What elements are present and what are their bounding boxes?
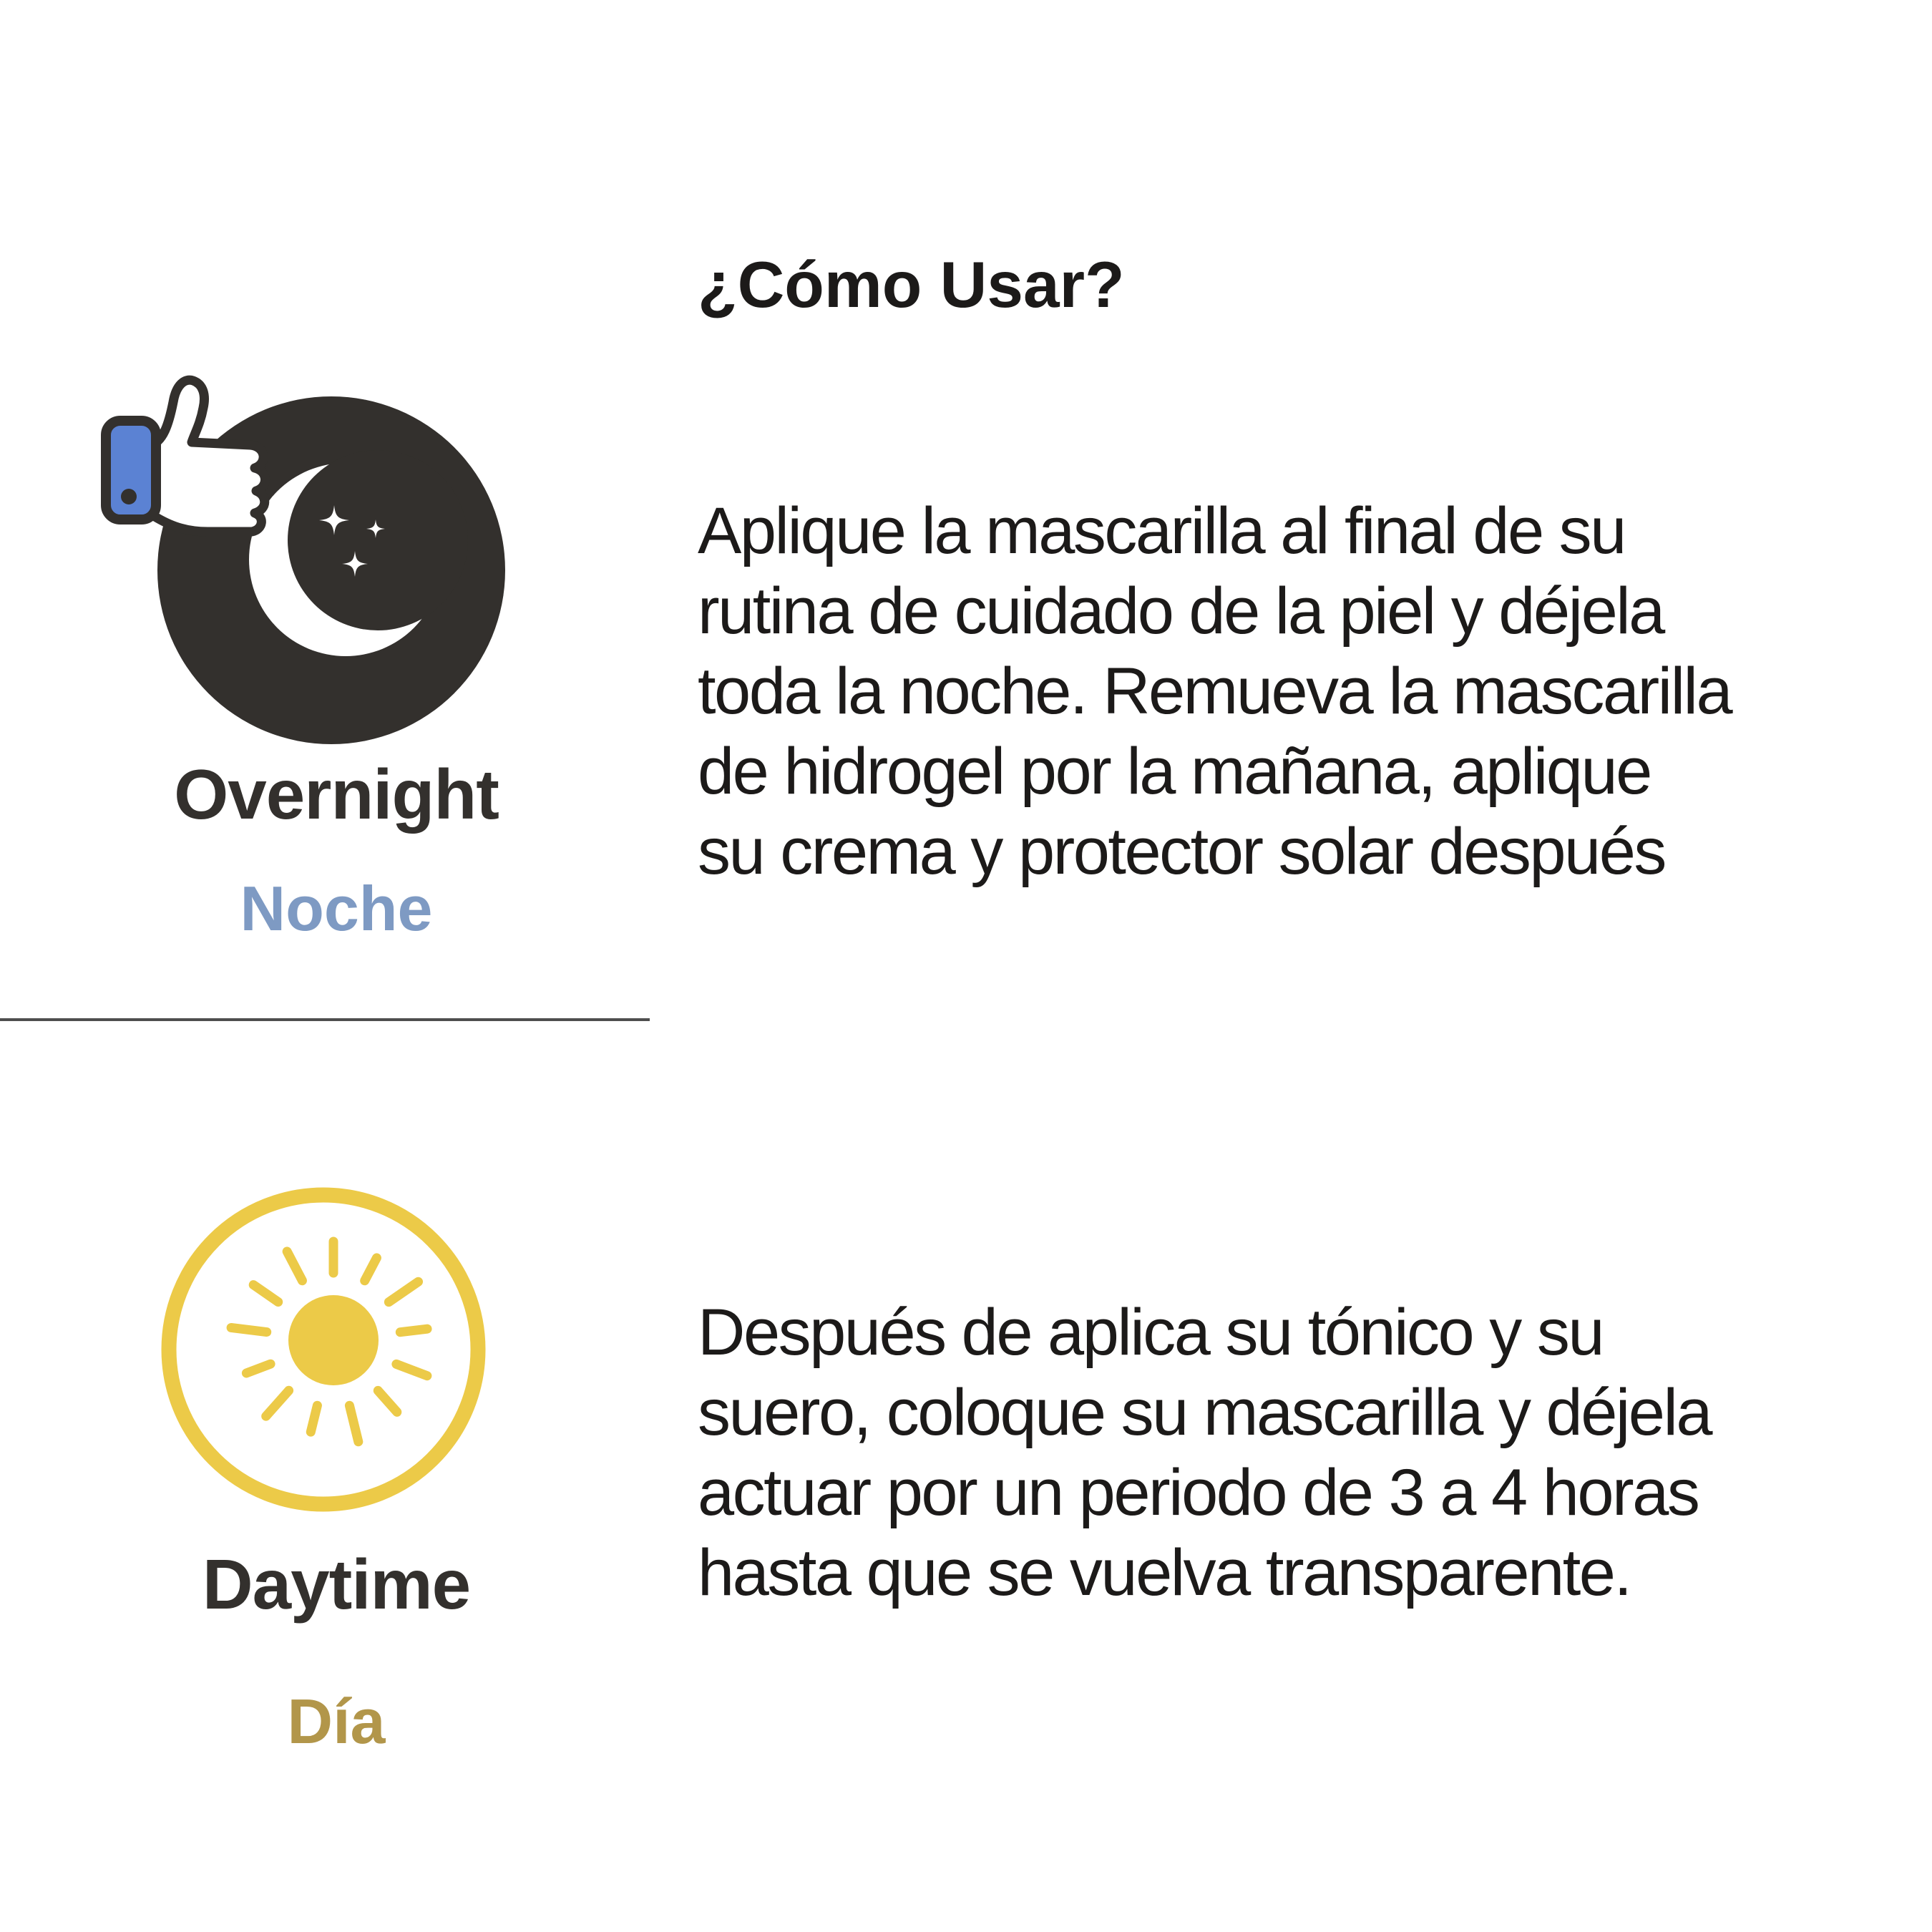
section-divider [0, 1018, 650, 1021]
text-line: hasta que se vuelva transparente. [698, 1536, 1631, 1609]
text-line: rutina de cuidado de la piel y déjela [698, 575, 1664, 648]
sun-icon [231, 1241, 427, 1442]
daytime-label: Daytime [202, 1545, 471, 1624]
dia-label: Día [287, 1686, 386, 1757]
overnight-instructions [698, 491, 1857, 892]
daytime-instructions [698, 1292, 1857, 1613]
text-line: actuar por un periodo de 3 a 4 horas [698, 1456, 1699, 1529]
overnight-moon-thumbs-up-icon [100, 358, 530, 758]
text-line: su crema y protector solar después [698, 815, 1665, 888]
text-line: Después de aplica su tónico y su [698, 1296, 1604, 1369]
text-line: toda la noche. Remueva la mascarilla [698, 655, 1732, 728]
text-line: Aplique la mascarilla al final de su [698, 494, 1625, 567]
noche-label: Noche [240, 873, 433, 944]
daytime-sun-icon [157, 1182, 491, 1516]
text-line: de hidrogel por la mañana, aplique [698, 735, 1651, 808]
thumbs-up-icon [106, 380, 265, 532]
page-title: ¿Cómo Usar? [698, 249, 1125, 321]
overnight-label: Overnight [174, 755, 499, 834]
text-line: suero, coloque su mascarilla y déjela [698, 1376, 1712, 1449]
